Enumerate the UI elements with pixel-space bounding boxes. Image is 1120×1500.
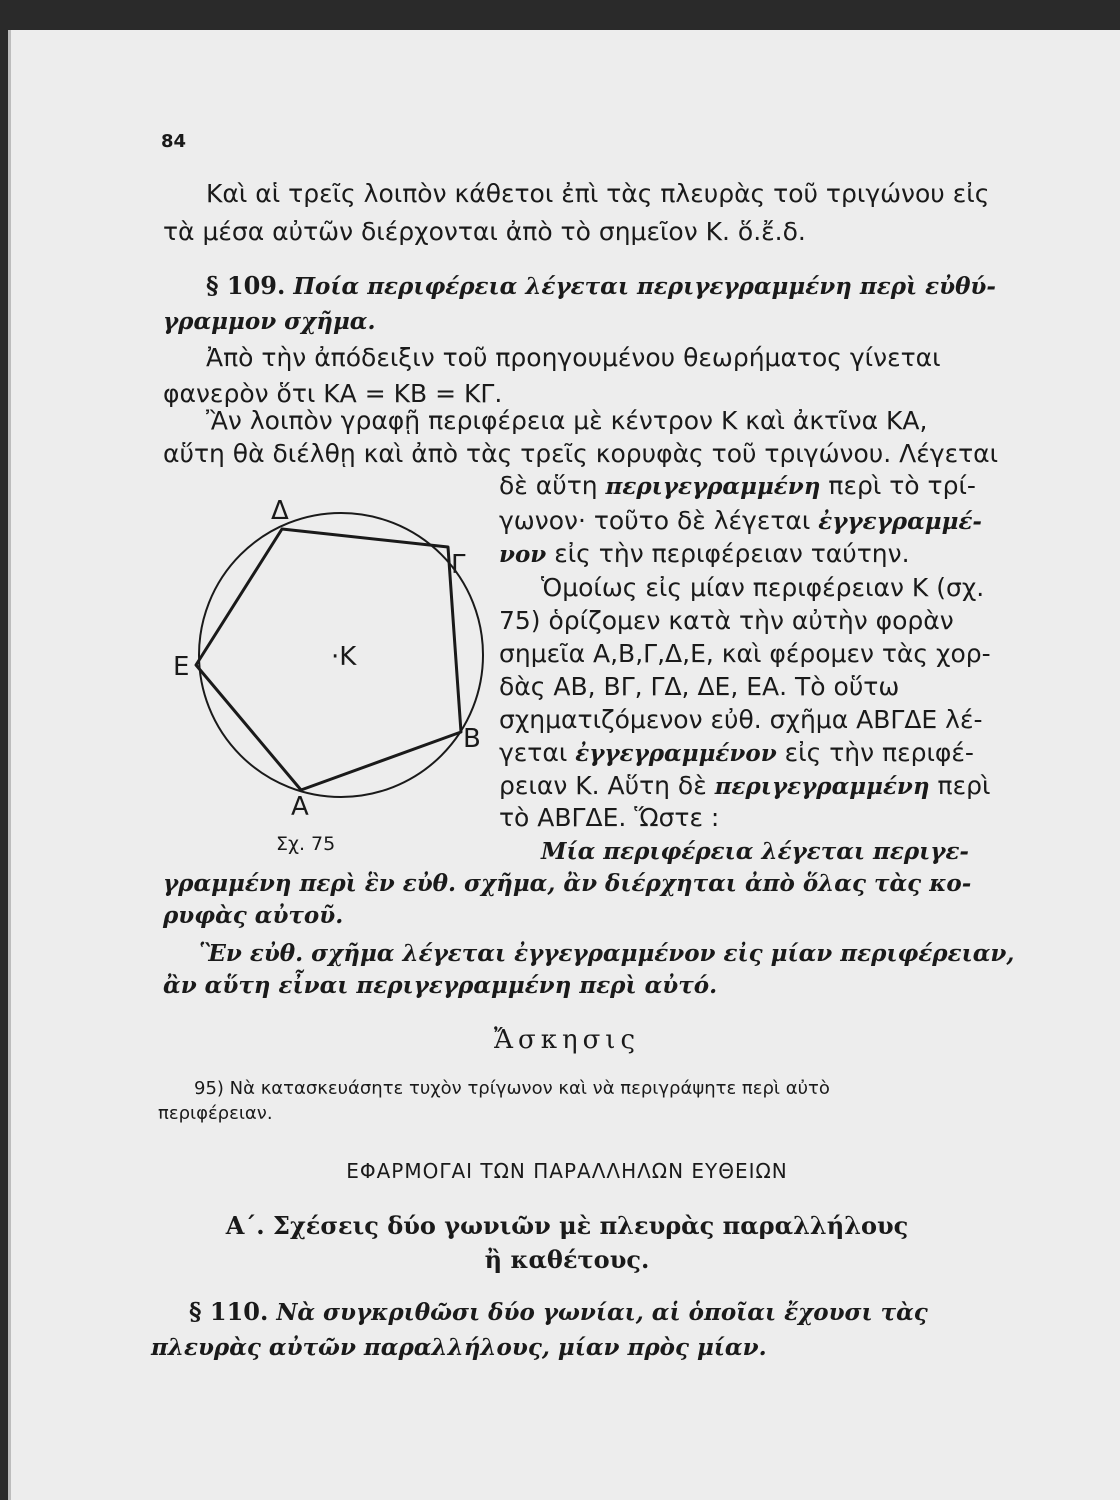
definition-1-line-1: Μία περιφέρεια λέγεται περιγε- [541, 838, 969, 865]
figure-75 [171, 485, 501, 869]
right-line-11: τὸ ΑΒΓΔΕ. Ὥστε : [499, 803, 720, 832]
page-number: 84 [161, 131, 187, 152]
right-line-7: δὰς ΑΒ, ΒΓ, ΓΔ, ΔΕ, ΕΑ. Τὸ οὕτω [499, 672, 900, 701]
right-line-9-pre: γεται [499, 738, 576, 767]
right-line-9 [499, 737, 974, 770]
vertex-label-A: Α [291, 792, 309, 822]
right-line-5: 75) ὁρίζομεν κατὰ τὴν αὐτὴν φορὰν [499, 606, 954, 635]
definition-1-line-2: γραμμένη περὶ ἓν εὐθ. σχῆμα, ἂν διέρχηται ἀπὸ ὅλας τὰς κο- [163, 870, 972, 897]
right-line-2-pre: γωνον· τοῦτο δὲ λέγεται [499, 506, 819, 535]
section-110-title-2: πλευρὰς αὐτῶν παραλλήλους, μίαν πρὸς μίαν. [151, 1334, 767, 1361]
right-line-2-emphasis: ἐγγεγραμμέ- [818, 508, 982, 535]
right-line-9-emphasis: ἐγγεγραμμένον [575, 740, 777, 767]
p2-line-1: Ἂν λοιπὸν γραφῇ περιφέρεια μὲ κέντρον Κ καὶ ἀκτῖνα ΚΑ, [206, 406, 928, 435]
subsection-title-line-2: ἢ καθέτους. [484, 1245, 650, 1274]
right-line-3 [499, 538, 910, 571]
section-110-heading [189, 1296, 928, 1329]
vertex-label-E: Ε [173, 652, 190, 682]
right-line-1-emphasis: περιγεγραμμένη [605, 473, 821, 500]
definition-2-line-1: Ἓν εὐθ. σχῆμα λέγεται ἐγγεγραμμένον εἰς μίαν περιφέρειαν, [199, 940, 1015, 967]
exercise-heading: Ἄσκησις [493, 1025, 641, 1055]
exercise-line-2: περιφέρειαν. [158, 1103, 273, 1124]
vertex-label-B: Β [463, 724, 481, 754]
intro-line-1: Καὶ αἱ τρεῖς λοιπὸν κάθετοι ἐπὶ τὰς πλευρὰς τοῦ τριγώνου εἰς [206, 179, 990, 208]
figure-caption: Σχ. 75 [276, 833, 336, 855]
definition-2-line-2: ἂν αὕτη εἶναι περιγεγραμμένη περὶ αὐτό. [163, 972, 718, 999]
p1-line-1: Ἀπὸ τὴν ἀπόδειξιν τοῦ προηγουμένου θεωρήματος γίνεται [206, 343, 941, 372]
exercise-line-1: 95) Νὰ κατασκευάσητε τυχὸν τρίγωνον καὶ νὰ περιγράψητε περὶ αὐτὸ [194, 1078, 830, 1099]
right-line-2 [499, 505, 982, 538]
right-line-9-post: εἰς τὴν περιφέ- [776, 738, 974, 767]
definition-1-line-3: ρυφὰς αὐτοῦ. [163, 902, 344, 929]
right-line-1-pre: δὲ αὕτη [499, 471, 606, 500]
right-line-10 [499, 770, 990, 803]
section-110-title-1: Νὰ συγκριθῶσι δύο γωνίαι, αἱ ὁποῖαι ἔχουσι τὰς [276, 1299, 928, 1326]
subsection-title-line-1: Α΄. Σχέσεις δύο γωνιῶν μὲ πλευρὰς παραλλήλους [225, 1211, 909, 1240]
section-109-title-1: Ποία περιφέρεια λέγεται περιγεγραμμένη περὶ εὐθύ- [293, 273, 996, 300]
section-110-number: § 110. [189, 1297, 269, 1326]
book-page [8, 30, 1120, 1500]
chapter-title: ΕΦΑΡΜΟΓΑΙ ΤΩΝ ΠΑΡΑΛΛΗΛΩΝ ΕΥΘΕΙΩΝ [346, 1159, 788, 1183]
intro-line-2: τὰ μέσα αὐτῶν διέρχονται ἀπὸ τὸ σημεῖον Κ. ὅ.ἔ.δ. [163, 217, 806, 246]
section-109-number: § 109. [206, 271, 286, 300]
p2-line-2: αὕτη θὰ διέλθῃ καὶ ἀπὸ τὰς τρεῖς κορυφὰς τοῦ τριγώνου. Λέγεται [163, 439, 999, 468]
right-line-10-pre: ρειαν Κ. Αὕτη δὲ [499, 771, 715, 800]
p1-line-2: φανερὸν ὅτι ΚΑ = ΚΒ = ΚΓ. [163, 379, 503, 408]
right-line-6: σημεῖα Α,Β,Γ,Δ,Ε, καὶ φέρομεν τὰς χορ- [499, 639, 991, 668]
right-line-10-post: περὶ [929, 771, 991, 800]
vertex-label-G: Γ [451, 550, 466, 580]
vertex-label-D: Δ [271, 496, 289, 526]
right-line-10-emphasis: περιγεγραμμένη [714, 773, 930, 800]
right-line-8: σχηματιζόμενον εὐθ. σχῆμα ΑΒΓΔΕ λέ- [499, 705, 983, 734]
right-line-4: Ὁμοίως εἰς μίαν περιφέρειαν Κ (σχ. [541, 573, 985, 602]
center-label-K: ·Κ [331, 642, 357, 672]
section-109-heading [206, 270, 996, 303]
right-line-1 [499, 470, 976, 503]
right-line-3-emphasis: νον [499, 541, 547, 568]
section-109-title-2: γραμμον σχῆμα. [163, 308, 376, 335]
pentagon-circle-diagram [171, 485, 501, 865]
right-line-1-post: περὶ τὸ τρί- [820, 471, 976, 500]
right-line-3-post: εἰς τὴν περιφέρειαν ταύτην. [546, 539, 910, 568]
